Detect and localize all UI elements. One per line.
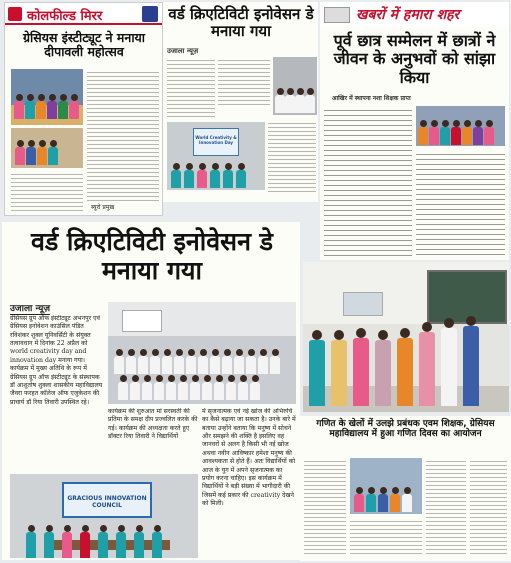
staff-group-photo [303,262,509,412]
body-text-col3 [426,458,466,556]
byline: ब्यूरो प्रमुख [91,204,115,211]
subhead: आखिर में स्थापना नशा शिक्षक प्राप्त [332,95,411,102]
masthead-logo-icon [324,7,350,23]
body-text-col1: ग्रेसियस ग्रुप ऑफ इंस्टीट्यूट अभनपुर एवं ग्रेसियस इनोवेशन काउंसिल पंडित रविशंकर शुक्ल यूनिवर्सिटी के संयुक्त तत्वावधान में दिनांक 22 अप्रैल को world creativity day and innovation day मनाया गया। कार्यक्रम में मुख्य अतिथि के रूप में ग्रेसियस ग्रुप ऑफ इंस्टीट्यूट के संस्थापक डॉ आशुतोष शुक्ला शासकीय महाविद्यालय जैवरा फरहत कॉलेज ऑफ एजुकेशन की प्राचार्य डॉ रिया तिवारी उपस्थित रहे। [10,315,103,406]
masthead [5,3,162,25]
event-banner: World Creativity & Innovation Day [193,128,239,156]
innovation-banner-photo [10,474,198,558]
body-text-col3: में सृजनात्मक एवं नई खोज की अभिरुचि का कैसे बढ़ाया जा सकता है। उनके बारे में बताया उन्होंने बताया कि मनुष्य में सोचने और समझने की शक्ति है इसलिए वह जानवरों से अलग है किसी भी नई खोज अथवा नवीन आविष्कार हमेशा मनुष्य की आवश्यकता से होते हैं। अतः विद्यार्थियों को आज के युग में अपने सृजनात्मक का प्रयोग करना चाहिए। इस कार्यक्रम में विद्यार्थियों ने बड़ी संख्या में भागीदारी की जिसमें कई प्रकार की creativity देखने को मिली। [202,408,296,507]
clipping-alumni-meet [320,2,509,260]
diwali-photo [11,69,83,125]
body-text-left [324,106,412,256]
body-text-col2: कार्यक्रम की शुरुआत मां सरस्वती की प्रतिमा के समक्ष दीप प्रज्वलित करके की गई। कार्यक्रम की अध्यक्षता करते हुए डॉक्टर रिया तिवारी ने विद्यार्थियों [108,408,198,441]
innovation-banner: GRACIOUS INNOVATION COUNCIL [62,482,152,518]
headline: ग्रेसियस इंस्टीट्यूट ने मनाया दीपावली महोत्सव [22,30,146,60]
body-text-col1 [304,458,346,556]
source-label: उजाला न्यूज़ [10,301,50,315]
body-text-col1 [167,57,215,119]
body-text-col3 [268,120,316,192]
source-label: उजाला न्यूज़ [167,47,199,55]
body-text-left [11,171,83,211]
headline: गणित के खेलों में उलझे प्रबंधक एवम शिक्षक, ग्रेसियस महाविद्यालय में हुआ गणित दिवस का आयोजन [316,419,495,440]
masthead-title: कोलफील्ड मिरर [27,9,103,24]
clipping-creativity-top [163,2,318,202]
headline: पूर्व छात्र सम्मेलन में छात्रों ने जीवन के अनुभवों को सांझा किया [333,31,496,87]
masthead-seal-icon [142,6,158,22]
banner-photo [167,122,265,190]
alumni-photo [416,106,505,146]
rangoli-photo [11,128,83,168]
clipping-maths-day [300,416,511,561]
body-text-col2 [218,57,270,107]
masthead-logo-icon [8,7,22,21]
body-text-right [87,69,159,201]
headline: वर्ड क्रिएटिविटी इनोवेसन डे मनाया गया [168,5,314,41]
maths-event-photo [350,458,422,514]
clipping-diwali [4,2,163,216]
headline: वर्ड क्रिएटिविटी इनोवेसन डे मनाया गया [30,227,274,285]
masthead-title: खबरों में हमारा शहर [356,7,460,23]
body-text-right [416,150,505,256]
students-photo [108,302,296,404]
clipping-creativity-main [2,222,300,560]
masthead [320,2,509,28]
body-text-col2 [350,518,422,556]
body-text-col4 [470,458,507,556]
classroom-photo [273,57,317,115]
